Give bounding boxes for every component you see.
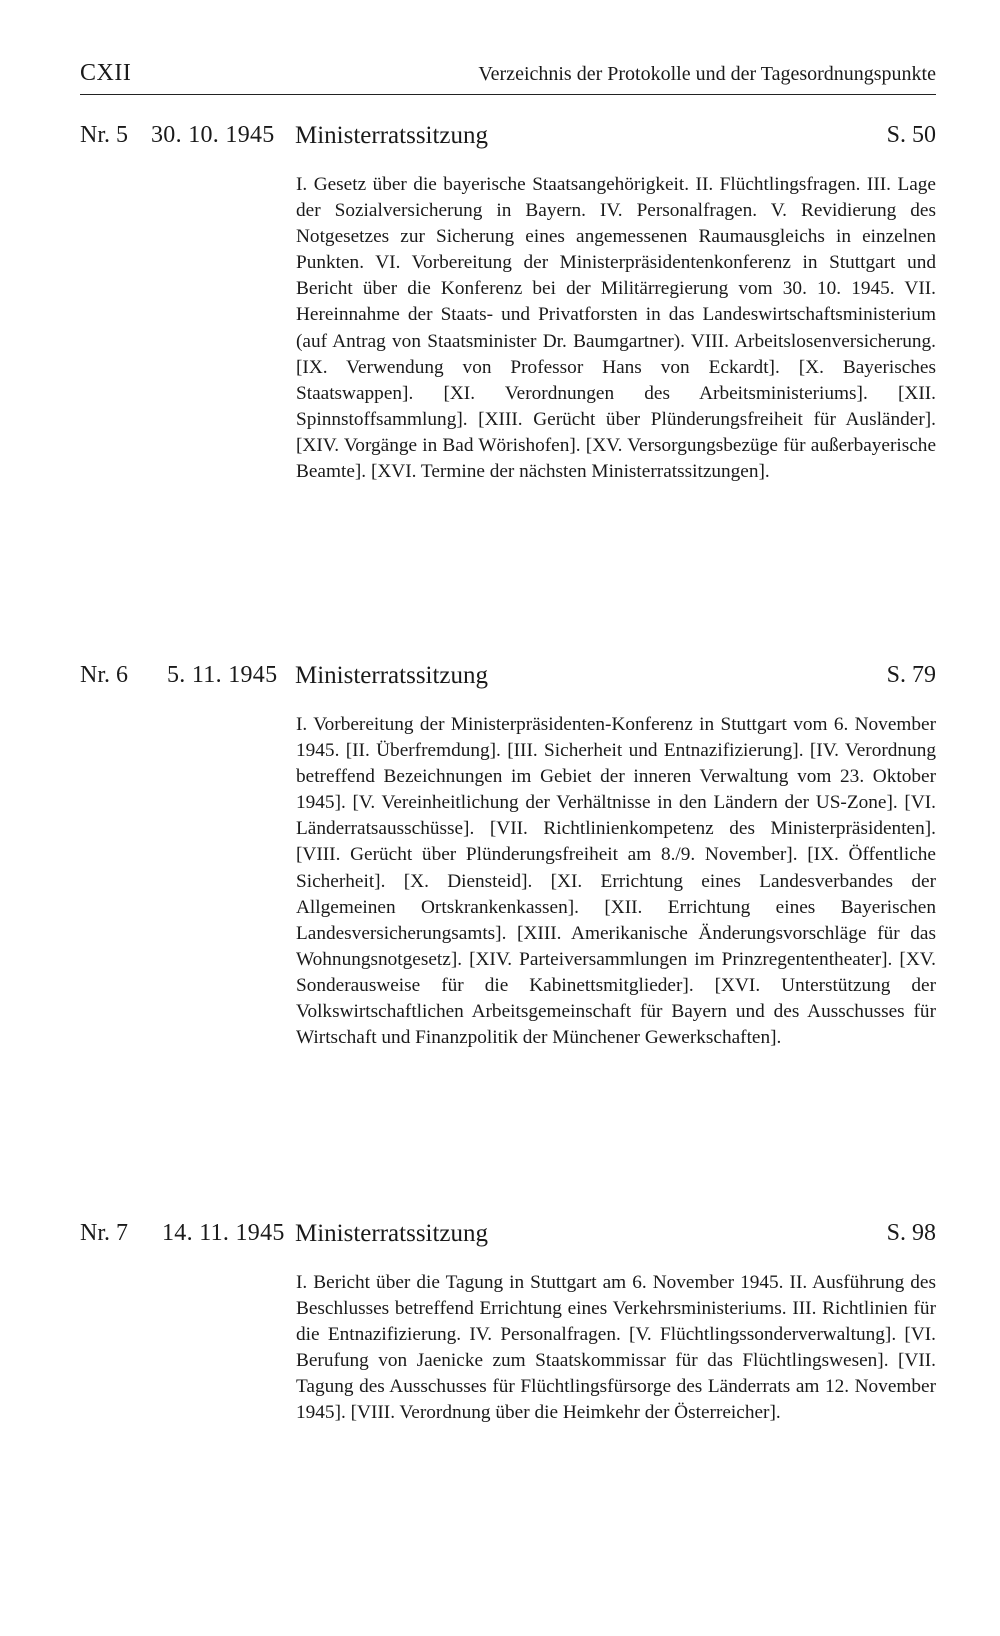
protocol-entry: [80, 662, 936, 1152]
entry-type: Ministerratssitzung: [295, 1220, 489, 1247]
entry-number: Nr. 7: [80, 1220, 128, 1246]
running-title: Verzeichnis der Protokolle und der Tagesordnungspunkte: [478, 63, 936, 85]
entry-page-ref: S. 98: [886, 1220, 936, 1246]
page-header: [80, 60, 936, 95]
entry-agenda: I. Bericht über die Tagung in Stuttgart am 6. November 1945. II. Ausführung des Beschlusses betreffend Errichtung eines Verkehrsministeriums. III. Richtlinien für die Entnazifizierung. IV. Personalfragen. [V. Flüchtlingssonderverwaltung]. [VI. Berufung von Jaenicke zum Staatskommissar für das Flüchtlingswesen]. [VII. Tagung des Ausschusses für Flüchtlingsfürsorge des Länderrats am 12. November 1945]. [VIII. Verordnung über die Heimkehr der Österreicher].: [296, 1272, 936, 1424]
protocol-entry: [80, 1220, 936, 1480]
entry-date: 14. 11. 1945: [162, 1220, 285, 1246]
entry-type: Ministerratssitzung: [295, 122, 489, 149]
entry-agenda: I. Vorbereitung der Ministerpräsidenten-Konferenz in Stuttgart vom 6. November 1945. [II. Überfremdung]. [III. Sicherheit und Entnazifizierung]. [IV. Verordnung betreffend Bezeichnungen im Gebiet der inneren Verwaltung vom 23. Oktober 1945]. [V. Vereinheitlichung der Verhältnisse in den Ländern der US-Zone]. [VI. Länderratsausschüsse]. [VII. Richtlinienkompetenz des Ministerpräsidenten]. [VIII. Gerücht über Plünderungsfreiheit am 8./9. November]. [IX. Öffentliche Sicherheit]. [X. Diensteid]. [XI. Errichtung eines Landesverbandes der Allgemeinen Ortskrankenkassen]. [XII. Errichtung eines Bayerischen Landesversicherungsamts]. [XIII. Amerikanische Änderungsvorschläge für das Wohnungsnotgesetz]. [XIV. Parteiversammlungen im Prinzregententheater]. [XV. Sonderausweise für die Kabinettsmitglieder]. [XVI. Unterstützung der Volkswirtschaftlichen Arbeitsgemeinschaft für Bayern und des Ausschusses für Wirtschaft und Finanzpolitik der Münchener Gewerkschaften].: [296, 714, 936, 1049]
entry-date: 30. 10. 1945: [151, 122, 275, 148]
entry-agenda: I. Gesetz über die bayerische Staatsangehörigkeit. II. Flüchtlingsfragen. III. Lage der Sozialversicherung in Bayern. IV. Personalfragen. V. Revidierung des Notgesetzes zur Sicherung eines angemessenen Raumausgleichs in einzelnen Punkten. VI. Vorbereitung der Ministerpräsidentenkonferenz in Stuttgart und Bericht über die Konferenz bei der Militärregierung vom 30. 10. 1945. VII. Hereinnahme der Staats- und Privatforsten in das Landeswirtschaftsministerium (auf Antrag von Staatsminister Dr. Baumgartner). VIII. Arbeitslosenversicherung. [IX. Verwendung von Professor Hans von Eckardt]. [X. Bayerisches Staatswappen]. [XI. Verordnungen des Arbeitsministeriums]. [XII. Spinnstoffsammlung]. [XIII. Gerücht über Plünderungsfreiheit für Ausländer]. [XIV. Vorgänge in Bad Wörishofen]. [XV. Versorgungsbezüge für außerbayerische Beamte]. [XVI. Termine der nächsten Ministerratssitzungen].: [296, 174, 936, 483]
entry-date: 5. 11. 1945: [167, 662, 278, 688]
entry-type: Ministerratssitzung: [295, 662, 489, 689]
entry-number: Nr. 6: [80, 662, 128, 688]
entry-page-ref: S. 79: [886, 662, 936, 688]
protocol-entry: [80, 122, 936, 592]
entry-page-ref: S. 50: [886, 122, 936, 148]
folio-number: CXII: [80, 60, 132, 86]
entry-number: Nr. 5: [80, 122, 128, 148]
